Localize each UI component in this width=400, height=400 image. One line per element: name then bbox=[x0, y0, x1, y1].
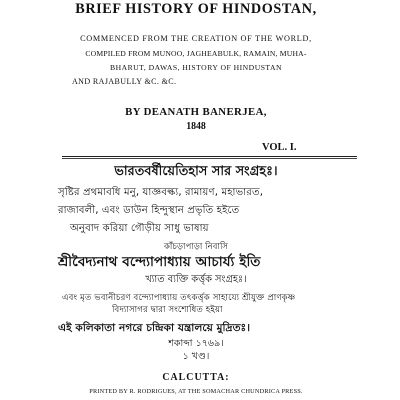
imprint-city: CALCUTTA: bbox=[162, 372, 230, 383]
bengali-line-5: এবং মৃত ভবানীচরণ বন্দ্যোপাধ্যায় তৎকর্ত্তৃক সাহায্যে শ্রীযুক্ত প্রাণকৃষ্ণ bbox=[62, 293, 296, 303]
bengali-line-4: খ্যাত ব্যক্তি কর্ত্তৃক সংগ্রহঃ। bbox=[145, 274, 247, 285]
bengali-author-name: শ্রীবৈদ্যনাথ বন্দ্যোপাধ্যায় আচার্য্য ইতি bbox=[58, 254, 261, 270]
volume-label: VOL. I. bbox=[262, 142, 297, 153]
subtitle-line-2: COMPILED FROM MUNOO, JAGHEABULK, RAMAIN, MUHA- bbox=[85, 49, 307, 58]
bengali-residence: কাঁচড়াপাড়া নিবাসি bbox=[163, 242, 229, 252]
publication-year: 1848 bbox=[186, 121, 206, 132]
subtitle-line-3: BHARUT, DAWAS, HISTORY OF HINDUSTAN bbox=[109, 63, 283, 72]
book-title: BRIEF HISTORY OF HINDOSTAN, bbox=[75, 1, 317, 17]
divider-rule bbox=[62, 156, 357, 157]
subtitle-line-4: AND RAJABULLY &C. &C. bbox=[72, 77, 177, 86]
subtitle-line-1: COMMENCED FROM THE CREATION OF THE WORLD, bbox=[80, 34, 312, 43]
bengali-line-2: রাজাবলী, এবং ডাউন হিন্দুস্থান প্রভৃতি হইতে bbox=[58, 205, 240, 216]
bengali-imprint: এই কলিকাতা নগরে চন্দ্রিকা যন্ত্রালয়ে মুদ্রিতঃ। bbox=[58, 322, 251, 334]
bengali-line-1: সৃষ্টির প্রথমাবধি মনু, যাজ্ঞবল্ক্য, রামায়ণ, মহাভারত, bbox=[58, 187, 264, 198]
bengali-title: ভারতবর্ষীয়েতিহাস সার সংগ্রহঃ। bbox=[114, 164, 278, 179]
author-line: BY DEANATH BANERJEA, bbox=[125, 106, 267, 118]
bengali-part: ১ খণ্ড। bbox=[182, 351, 210, 362]
bengali-line-6: বিদ্যাসাগর দ্বারা সংশোধিত হইয়া bbox=[112, 305, 223, 315]
divider-rule-thin bbox=[62, 158, 357, 159]
bengali-saka-year: শকাব্দা ১৭৬৯। bbox=[168, 338, 224, 349]
printer-line: PRINTED BY R. RODRIGUES, AT THE SOMACHAR CHUNDRICA PRESS. bbox=[89, 388, 303, 395]
bengali-line-3: অনুবাদ করিয়া গৌড়ীয় সাধু ভাষায় bbox=[70, 223, 209, 234]
